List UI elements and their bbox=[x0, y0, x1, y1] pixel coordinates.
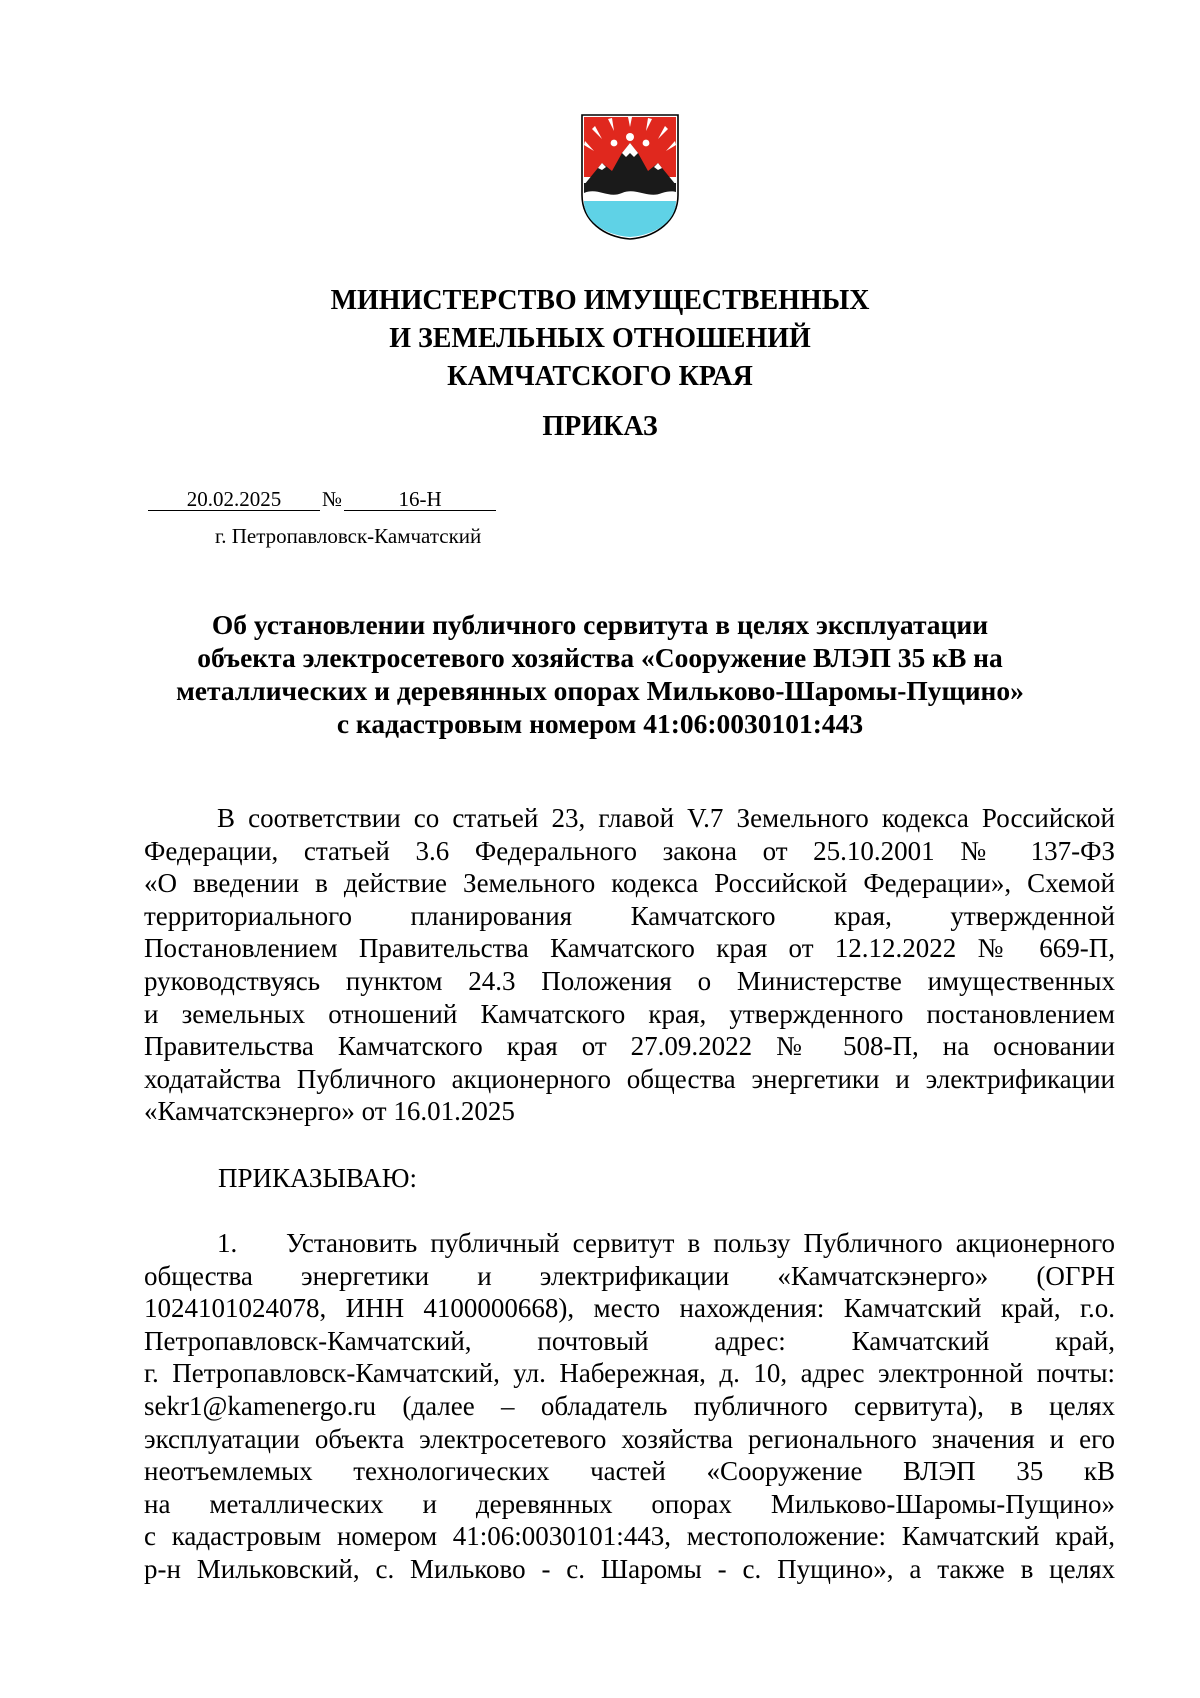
preamble-line: руководствуясь пунктом 24.3 Положения о Министерстве имущественных bbox=[144, 965, 1115, 996]
preamble-line: В соответствии со статьей 23, главой V.7 Земельного кодекса Российской bbox=[217, 803, 1115, 833]
preamble-line: Постановлением Правительства Камчатского края от 12.12.2022 № 669-П, bbox=[144, 933, 1115, 964]
order-title-line-4: с кадастровым номером 41:06:0030101:443 bbox=[336, 708, 864, 739]
item-1-number: 1. bbox=[217, 1228, 238, 1258]
item-1-paragraph bbox=[144, 1227, 1115, 1586]
preamble-line: Правительства Камчатского края от 27.09.2022 № 508-П, на основании bbox=[144, 1031, 1115, 1062]
order-date-number-line bbox=[148, 486, 496, 512]
preamble-line: и земельных отношений Камчатского края, утвержденного постановлением bbox=[144, 998, 1115, 1029]
item-line: с кадастровым номером 41:06:0030101:443, местоположение: Камчатский край, bbox=[144, 1521, 1115, 1552]
preamble-line: ходатайства Публичного акционерного общества энергетики и электрификации bbox=[144, 1063, 1115, 1094]
order-date: 20.02.2025 bbox=[148, 488, 320, 511]
item-line: неотъемлемых технологических частей «Сооружение ВЛЭП 35 кВ bbox=[144, 1456, 1115, 1487]
ministry-header-line-1: МИНИСТЕРСТВО ИМУЩЕСТВЕННЫХ bbox=[330, 285, 870, 316]
document-type: ПРИКАЗ bbox=[542, 411, 658, 442]
item-line: эксплуатации объекта электросетевого хозяйства регионального значения и его bbox=[144, 1423, 1115, 1454]
item-line: Петропавловск-Камчатский, почтовый адрес: Камчатский край, bbox=[144, 1325, 1115, 1356]
order-title bbox=[0, 608, 1200, 740]
item-line: 1024101024078, ИНН 4100000668), место нахождения: Камчатский край, г.о. bbox=[144, 1293, 1115, 1324]
kamchatka-coat-of-arms-icon bbox=[578, 113, 682, 241]
item-line: общества энергетики и электрификации «Камчатскэнерго» (ОГРН bbox=[144, 1260, 1115, 1291]
preamble-line: Федерации, статьей 3.6 Федерального закона от 25.10.2001 № 137-ФЗ bbox=[144, 835, 1115, 866]
order-title-line-3: металлических и деревянных опорах Мильково-Шаромы-Пущино» bbox=[176, 675, 1024, 706]
ministry-header-line-3: КАМЧАТСКОГО КРАЯ bbox=[447, 361, 753, 392]
item-line: р-н Мильковский, с. Мильково - с. Шаромы - с. Пущино», а также в целях bbox=[144, 1553, 1115, 1584]
ministry-header-line-2: И ЗЕМЕЛЬНЫХ ОТНОШЕНИЙ bbox=[389, 323, 811, 354]
item-line: г. Петропавловск-Камчатский, ул. Набережная, д. 10, адрес электронной почты: bbox=[144, 1358, 1115, 1389]
order-word: ПРИКАЗЫВАЮ: bbox=[218, 1163, 417, 1193]
number-sign: № bbox=[322, 487, 343, 511]
city-name: г. Петропавловск-Камчатский bbox=[215, 524, 482, 548]
preamble-paragraph bbox=[144, 802, 1115, 1128]
preamble-line: «О введении в действие Земельного кодекса Российской Федерации», Схемой bbox=[144, 868, 1115, 899]
item-line: Установить публичный сервитут в пользу Публичного акционерного bbox=[286, 1228, 1115, 1258]
preamble-line: «Камчатскэнерго» от 16.01.2025 bbox=[144, 1096, 515, 1127]
item-1-first-line bbox=[144, 1227, 1115, 1260]
item-line: sekr1@kamenergo.ru (далее – обладатель публичного сервитута), в целях bbox=[144, 1390, 1115, 1421]
item-line: на металлических и деревянных опорах Мильково-Шаромы-Пущино» bbox=[144, 1488, 1115, 1519]
preamble-line: территориального планирования Камчатского края, утвержденной bbox=[144, 900, 1115, 931]
order-number: 16-Н bbox=[344, 488, 496, 511]
ministry-header bbox=[0, 282, 1200, 396]
order-title-line-1: Об установлении публичного сервитута в целях эксплуатации bbox=[211, 609, 989, 640]
order-title-line-2: объекта электросетевого хозяйства «Сооружение ВЛЭП 35 кВ на bbox=[197, 642, 1003, 673]
